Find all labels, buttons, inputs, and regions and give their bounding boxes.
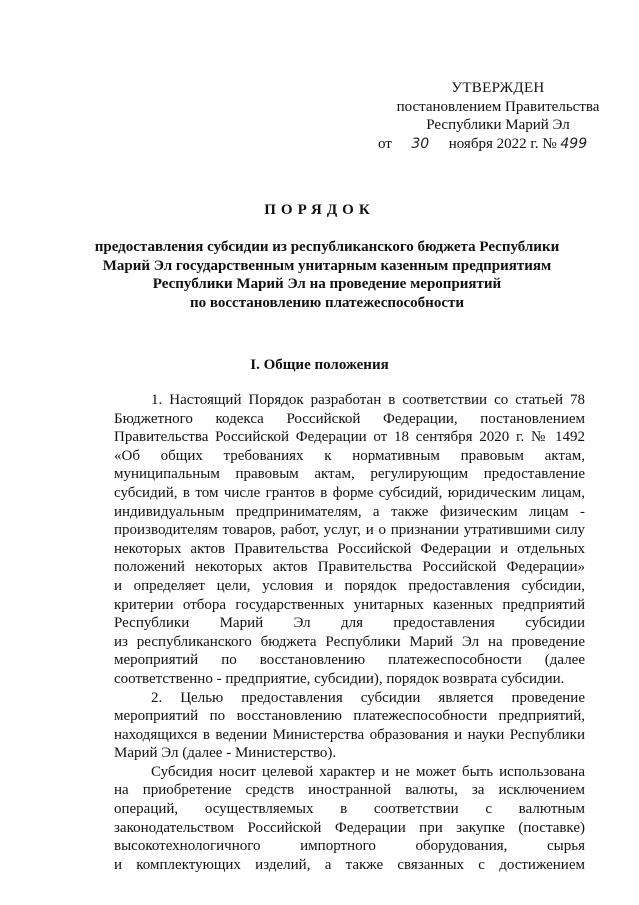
subtitle-line: Республики Марий Эл на проведение мероприятий <box>152 276 502 292</box>
body-line: законодательством Российской Федерации при закупке (поставке) <box>114 819 585 836</box>
body-line: мероприятий по восстановлению платежеспособности предприятий, <box>114 708 585 725</box>
body-line: субсидий, в том числе грантов в форме субсидий, юридическим лицам, <box>114 484 585 501</box>
subtitle-line: Марий Эл государственным унитарным казенным предприятиям <box>102 257 552 274</box>
section-heading: I. Общие положения <box>250 357 389 373</box>
approval-date-prefix: от <box>378 135 392 152</box>
body-line: высокотехнологичного импортного оборудования, сырья <box>114 838 585 855</box>
body-line: находящихся в ведении Министерства образования и науки Республики <box>114 726 585 743</box>
body-line: 2. Целью предоставления субсидии является проведение <box>151 689 585 706</box>
body-line: и комплектующих изделий, а также связанных с достижением <box>114 856 585 873</box>
body-line: мероприятий по восстановлению платежеспособности (далее <box>114 652 585 669</box>
body-line: Республики Марий Эл для предоставления субсидии <box>114 615 585 632</box>
approval-date <box>378 135 618 154</box>
body-line: положений некоторых актов Правительства Российской Федерации» <box>114 559 585 576</box>
approval-date-day: 30 <box>411 135 430 152</box>
document-subtitle <box>90 238 564 312</box>
body-line: операций, осуществляемых в соответствии с валютным <box>114 801 585 818</box>
approval-stamp <box>378 79 618 153</box>
body-line: Субсидия носит целевой характер и не может быть использована <box>151 763 585 780</box>
body-line: и определяет цели, условия и порядок предоставления субсидии, <box>114 577 585 594</box>
body-line: «Об общих требованиях к нормативным правовым актам, <box>114 447 585 464</box>
body-line: 1. Настоящий Порядок разработан в соответствии со статьей 78 <box>151 392 585 408</box>
body-line: производителям товаров, работ, услуг, и о признании утратившими силу <box>114 522 585 539</box>
document-heading: ПОРЯДОК <box>264 202 375 218</box>
approval-line-2: Республики Марий Эл <box>426 117 570 133</box>
approval-date-number: 499 <box>560 135 588 152</box>
body-line: Марий Эл (далее - Министерство). <box>114 745 337 762</box>
subtitle-line: предоставления субсидии из республиканского бюджета Республики <box>94 239 560 255</box>
approval-title: УТВЕРЖДЕН <box>451 80 545 96</box>
body-line: муниципальным правовым актам, регулирующим предоставление <box>114 466 585 483</box>
body-text <box>114 391 585 874</box>
body-line: индивидуальным предпринимателям, а также физическим лицам - <box>114 503 585 520</box>
body-line: Правительства Российской Федерации от 18 сентября 2020 г. № 1492 <box>114 429 585 446</box>
body-line: соответственно - предприятие, субсидии), порядок возврата субсидии. <box>114 670 565 687</box>
body-line: Бюджетного кодекса Российской Федерации, постановлением <box>114 410 585 427</box>
body-line: критерии отбора государственных унитарных казенных предприятий <box>114 596 585 613</box>
subtitle-line: по восстановлению платежеспособности <box>190 294 464 311</box>
approval-line-1: постановлением Правительства <box>396 98 600 115</box>
body-line: из республиканского бюджета Республики Марий Эл на проведение <box>114 633 585 650</box>
body-line: некоторых актов Правительства Российской Федерации и отдельных <box>114 540 585 557</box>
approval-date-month-year: ноября 2022 г. № <box>448 135 557 152</box>
body-line: на приобретение средств иностранной валюты, за исключением <box>114 782 585 799</box>
